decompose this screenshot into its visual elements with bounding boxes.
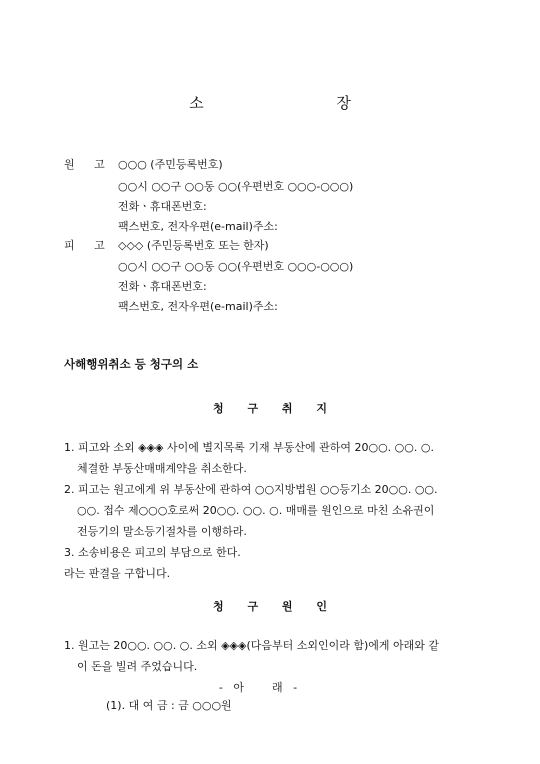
item-2-line-3: 전등기의 말소등기절차를 이행하라. xyxy=(77,525,247,538)
defendant-label: 피 고 xyxy=(64,239,113,252)
plaintiff-address: ○○시 ○○구 ○○동 ○○(우편번호 ○○○-○○○) xyxy=(118,180,354,193)
below-marker: - 아 래 - xyxy=(218,681,298,694)
defendant-fax-email: 팩스번호, 전자우편(e-mail)주소: xyxy=(118,300,278,313)
document-title: 소 장 xyxy=(189,94,415,112)
plaintiff-label: 원 고 xyxy=(64,158,113,171)
item-3-line-1: 3. 소송비용은 피고의 부담으로 한다. xyxy=(64,546,241,559)
claim-cause-body xyxy=(64,635,480,677)
claim-purpose-heading: 청 구 취 지 xyxy=(213,402,337,415)
claim-cause-heading: 청 구 원 인 xyxy=(213,600,337,613)
item-2-line-2: ○○. 접수 제○○○호로써 20○○. ○○. ○. 매매를 원인으로 마친 소유권이 xyxy=(77,504,435,517)
claim-purpose-item-3 xyxy=(64,542,480,563)
defendant-name: ◇◇◇ (주민등록번호 또는 한자) xyxy=(118,239,269,252)
case-title: 사해행위취소 등 청구의 소 xyxy=(64,357,199,371)
item-2-line-1: 2. 피고는 원고에게 위 부동산에 관하여 ○○지방법원 ○○등기소 20○○. ○○. xyxy=(64,483,438,496)
claim-purpose-item-1 xyxy=(64,437,480,479)
claim-purpose-body xyxy=(64,437,480,584)
plaintiff-phone: 전화ㆍ휴대폰번호: xyxy=(118,200,207,213)
plaintiff-name: ○○○ (주민등록번호) xyxy=(118,158,223,171)
defendant-phone: 전화ㆍ휴대폰번호: xyxy=(118,280,207,293)
loan-amount-line: (1). 대 여 금 : 금 ○○○원 xyxy=(106,699,232,712)
defendant-address: ○○시 ○○구 ○○동 ○○(우편번호 ○○○-○○○) xyxy=(118,260,354,273)
cause-item-1-line-1: 1. 원고는 20○○. ○○. ○. 소외 ◈◈◈(다음부터 소외인이라 함)에게 아래와 같 xyxy=(64,639,440,652)
item-1-line-2: 체결한 부동산매매계약을 취소한다. xyxy=(77,462,247,475)
cause-item-1-line-2: 이 돈을 빌려 주었습니다. xyxy=(77,660,198,673)
claim-purpose-closing: 라는 판결을 구합니다. xyxy=(64,567,171,580)
plaintiff-fax-email: 팩스번호, 전자우편(e-mail)주소: xyxy=(118,220,278,233)
item-1-line-1: 1. 피고와 소외 ◈◈◈ 사이에 별지목록 기재 부동산에 관하여 20○○. ○○. ○. xyxy=(64,441,434,454)
claim-purpose-item-2 xyxy=(64,479,480,542)
